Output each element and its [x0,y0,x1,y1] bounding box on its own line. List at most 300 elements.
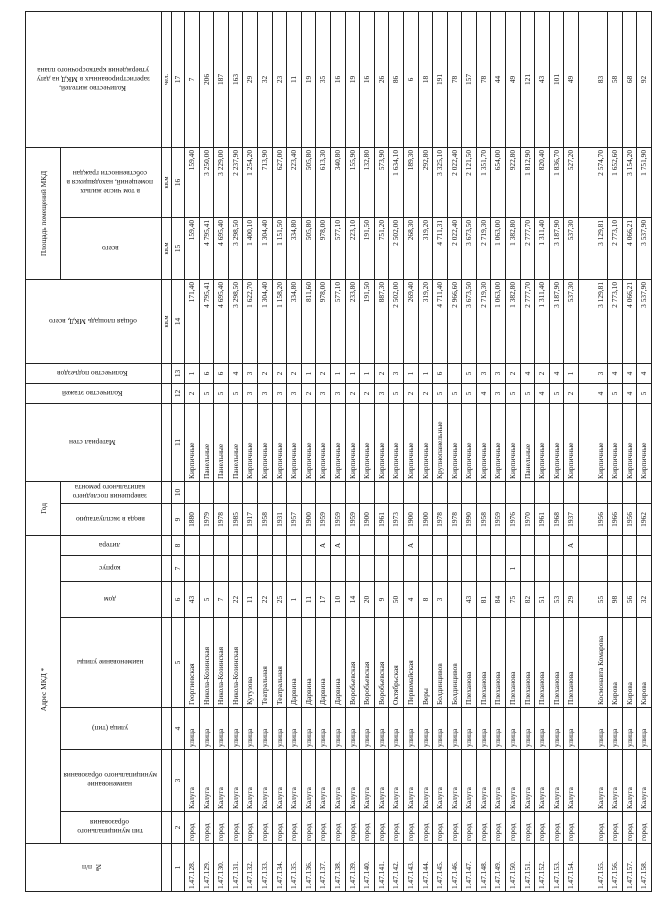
cell-house: 43 [462,582,477,618]
cell-street-type: улица [403,708,418,750]
cell-wall-material: Кирпичные [622,403,637,481]
cell-area-all: 2 502,00 [389,217,404,279]
cell-floors: 3 [243,383,258,403]
cell-floors: 3 [287,383,302,403]
cell-residents: 206 [199,11,214,147]
cell-wall-material: Кирпичные [564,403,579,481]
cell-wall-material: Крупнопанельные [433,403,448,481]
cell-house: 22 [228,582,243,618]
cell-korpus [374,556,389,582]
header-mo-type: тип муниципального образования [61,812,162,844]
cell-mo-type: город [389,812,404,844]
cell-area-all: 191,50 [360,217,375,279]
cell-floors: 2 [185,383,200,403]
col-number: 2 [172,812,185,844]
table-row [637,11,652,891]
cell-street-name: Плеханова [491,618,506,708]
cell-house: 29 [564,582,579,618]
cell-street-name: Дарвина [301,618,316,708]
cell-residents: 19 [345,11,360,147]
cell-area-private: 2 121,50 [462,147,477,217]
col-number: 3 [172,750,185,812]
cell-wall-material: Кирпичные [287,403,302,481]
cell-korpus [564,556,579,582]
cell-residents: 187 [214,11,229,147]
cell-wall-material: Панельные [228,403,243,481]
cell-year-repair [389,481,404,503]
table-row [345,11,360,891]
header-area-group: Площадь помещений МКД [26,147,61,279]
cell-street-type: улица [549,708,564,750]
table-row [403,11,418,891]
cell-street-name: Дарвина [287,618,302,708]
cell-entrances: 4 [228,363,243,383]
cell-mo-type: город [214,812,229,844]
cell-residents: 83 [579,11,608,147]
cell-street-name: Болдинцивов [447,618,462,708]
cell-area-private: 155,90 [345,147,360,217]
cell-street-name: Театральная [257,618,272,708]
table-row [243,11,258,891]
cell-korpus [287,556,302,582]
cell-year-repair [476,481,491,503]
cell-area-total: 269,40 [403,279,418,363]
cell-area-all: 1 382,80 [506,217,521,279]
cell-year-repair [228,481,243,503]
cell-area-total: 3 129,81 [579,279,608,363]
header-wall: Материал стен [26,403,162,481]
cell-year-repair [549,481,564,503]
cell-entrances: 1 [360,363,375,383]
cell-entrances: 5 [462,363,477,383]
col-number: 6 [172,582,185,618]
cell-korpus [549,556,564,582]
table-row [360,11,375,891]
cell-house: 11 [243,582,258,618]
cell-area-all: 537,30 [564,217,579,279]
cell-street-name: Кирова [622,618,637,708]
cell-mo-type: город [316,812,331,844]
cell-year-built: 1976 [506,503,521,535]
cell-mo-type: город [287,812,302,844]
cell-street-name: Космонавта Комарова [579,618,608,708]
header-street-name: наименование улицы [61,618,162,708]
cell-year-repair [608,481,623,503]
cell-wall-material: Кирпичные [579,403,608,481]
cell-mo-type: город [462,812,477,844]
header-year-group: Год [26,481,61,535]
table-row [549,11,564,891]
table-row [622,11,637,891]
table-row [257,11,272,891]
cell-street-name: Плеханова [506,618,521,708]
cell-litera: А [403,535,418,555]
cell-korpus [345,556,360,582]
cell-house: 82 [520,582,535,618]
col-number: 16 [172,147,185,217]
cell-year-repair [243,481,258,503]
cell-year-repair [330,481,345,503]
cell-street-type: улица [272,708,287,750]
cell-residents: 78 [447,11,462,147]
cell-litera [418,535,433,555]
cell-wall-material: Кирпичные [608,403,623,481]
cell-street-type: улица [287,708,302,750]
cell-area-total: 811,60 [301,279,316,363]
cell-wall-material: Кирпичные [360,403,375,481]
cell-street-name: Плеханова [564,618,579,708]
cell-area-total: 537,30 [564,279,579,363]
cell-wall-material: Кирпичные [374,403,389,481]
cell-row-number: 1.47.146. [447,844,462,892]
cell-street-type: улица [345,708,360,750]
col-number: 17 [172,11,185,147]
cell-year-repair [214,481,229,503]
cell-floors: 2 [418,383,433,403]
cell-residents: 86 [389,11,404,147]
cell-wall-material: Кирпичные [506,403,521,481]
cell-entrances: 6 [433,363,448,383]
cell-mo-type: город [622,812,637,844]
cell-house: 50 [389,582,404,618]
cell-row-number: 1.47.153. [549,844,564,892]
cell-house: 3 [433,582,448,618]
table-row [301,11,316,891]
cell-litera [345,535,360,555]
cell-house: 81 [476,582,491,618]
cell-area-private: 3 325,10 [433,147,448,217]
col-number: 14 [172,279,185,363]
cell-mo-type: город [228,812,243,844]
cell-korpus [462,556,477,582]
cell-wall-material: Кирпичные [345,403,360,481]
column-numbers-row [172,11,185,891]
header-entrances: Количество подъездов [26,363,162,383]
cell-row-number: 1.47.131. [228,844,243,892]
cell-area-all: 978,00 [316,217,331,279]
cell-house: 51 [535,582,550,618]
cell-mo-name: Калуга [301,750,316,812]
cell-area-all: 3 129,81 [579,217,608,279]
cell-entrances: 4 [549,363,564,383]
cell-area-all: 268,30 [403,217,418,279]
cell-year-repair [403,481,418,503]
cell-street-type: улица [185,708,200,750]
cell-area-total: 334,80 [287,279,302,363]
cell-area-all: 4 695,40 [214,217,229,279]
cell-mo-name: Калуга [506,750,521,812]
col-number: 13 [172,363,185,383]
cell-litera [476,535,491,555]
cell-house: 5 [199,582,214,618]
cell-area-total: 2 773,10 [608,279,623,363]
cell-litera [433,535,448,555]
cell-house: 8 [418,582,433,618]
cell-litera [549,535,564,555]
cell-row-number: 1.47.150. [506,844,521,892]
cell-mo-type: город [418,812,433,844]
col-number: 12 [172,383,185,403]
cell-entrances: 6 [199,363,214,383]
cell-area-all: 2 719,30 [476,217,491,279]
cell-row-number: 1.47.141. [374,844,389,892]
table-row [185,11,200,891]
cell-wall-material: Кирпичные [549,403,564,481]
cell-wall-material: Кирпичные [257,403,272,481]
cell-wall-material: Кирпичные [272,403,287,481]
cell-area-total: 1 622,70 [243,279,258,363]
cell-residents: 68 [622,11,637,147]
cell-residents: 32 [257,11,272,147]
cell-wall-material: Кирпичные [403,403,418,481]
cell-year-repair [360,481,375,503]
cell-row-number: 1.47.136. [301,844,316,892]
cell-mo-name: Калуга [403,750,418,812]
cell-area-private: 132,80 [360,147,375,217]
cell-house: 84 [491,582,506,618]
cell-korpus [228,556,243,582]
cell-floors: 3 [374,383,389,403]
cell-street-name: Плеханова [535,618,550,708]
cell-floors: 4 [535,383,550,403]
cell-house: 1 [287,582,302,618]
cell-mo-type: город [345,812,360,844]
cell-mo-type: город [272,812,287,844]
cell-street-type: улица [433,708,448,750]
cell-area-private: 2 022,40 [447,147,462,217]
cell-year-repair [622,481,637,503]
cell-year-built: 1973 [389,503,404,535]
cell-litera [608,535,623,555]
cell-year-built: 1990 [462,503,477,535]
cell-row-number: 1.47.142. [389,844,404,892]
cell-residents: 29 [243,11,258,147]
cell-wall-material: Кирпичные [462,403,477,481]
cell-floors: 5 [549,383,564,403]
cell-mo-name: Калуга [257,750,272,812]
cell-year-built: 1978 [433,503,448,535]
cell-street-type: улица [622,708,637,750]
cell-entrances: 2 [257,363,272,383]
cell-wall-material: Кирпичные [476,403,491,481]
cell-area-total: 191,50 [360,279,375,363]
cell-row-number: 1.47.158. [637,844,652,892]
cell-wall-material: Кирпичные [185,403,200,481]
cell-street-name: Георгиевская [185,618,200,708]
cell-residents: 49 [506,11,521,147]
cell-year-built: 1931 [272,503,287,535]
cell-area-total: 2 719,30 [476,279,491,363]
cell-floors: 3 [257,383,272,403]
header-year-built: ввода в эксплуатацию [61,503,162,535]
cell-year-built: 1937 [564,503,579,535]
cell-mo-name: Калуга [549,750,564,812]
table-row [447,11,462,891]
cell-area-total: 233,80 [345,279,360,363]
cell-area-total: 4 066,21 [622,279,637,363]
cell-mo-name: Калуга [418,750,433,812]
cell-area-total: 1 063,00 [491,279,506,363]
cell-year-repair [462,481,477,503]
cell-area-all: 2 773,10 [608,217,623,279]
cell-area-total: 2 777,70 [520,279,535,363]
cell-street-type: улица [257,708,272,750]
cell-area-all: 505,80 [301,217,316,279]
cell-year-repair [345,481,360,503]
cell-litera [360,535,375,555]
cell-floors: 5 [433,383,448,403]
cell-litera [447,535,462,555]
cell-house: 98 [608,582,623,618]
cell-mo-name: Калуга [491,750,506,812]
cell-korpus [360,556,375,582]
cell-mo-type: город [564,812,579,844]
header-litera: литера [61,535,162,555]
cell-litera: А [564,535,579,555]
cell-litera [462,535,477,555]
unit-residents: чел. [162,11,172,147]
cell-entrances [447,363,462,383]
cell-area-all: 1 304,40 [257,217,272,279]
cell-wall-material: Панельные [520,403,535,481]
cell-area-all: 577,10 [330,217,345,279]
cell-row-number: 1.47.155. [579,844,608,892]
cell-korpus [243,556,258,582]
cell-area-all: 223,10 [345,217,360,279]
cell-year-built: 1900 [403,503,418,535]
cell-area-all: 751,20 [374,217,389,279]
cell-street-type: улица [520,708,535,750]
cell-floors: 4 [579,383,608,403]
cell-entrances: 2 [374,363,389,383]
cell-year-repair [185,481,200,503]
table-row [491,11,506,891]
cell-row-number: 1.47.148. [476,844,491,892]
cell-year-built: 1966 [608,503,623,535]
cell-mo-type: город [520,812,535,844]
cell-area-private: 1 351,70 [476,147,491,217]
cell-residents: 191 [433,11,448,147]
cell-row-number: 1.47.128. [185,844,200,892]
cell-street-name: Кирова [608,618,623,708]
cell-street-name: Никола-Козинская [228,618,243,708]
cell-mo-name: Калуга [637,750,652,812]
cell-year-built: 1958 [476,503,491,535]
cell-row-number: 1.47.139. [345,844,360,892]
cell-wall-material: Кирпичные [316,403,331,481]
cell-floors: 5 [389,383,404,403]
cell-residents: 43 [535,11,550,147]
cell-floors: 5 [637,383,652,403]
cell-litera [506,535,521,555]
cell-street-name: Плеханова [476,618,491,708]
cell-area-total: 2 966,60 [447,279,462,363]
cell-litera [214,535,229,555]
cell-street-name: Октябрьская [389,618,404,708]
col-number: 10 [172,481,185,503]
cell-entrances: 2 [316,363,331,383]
cell-residents: 16 [360,11,375,147]
cell-area-all: 1 151,50 [272,217,287,279]
cell-residents: 19 [301,11,316,147]
cell-street-type: улица [476,708,491,750]
cell-year-repair [257,481,272,503]
cell-floors: 5 [608,383,623,403]
col-number: 1 [172,844,185,892]
cell-year-repair [520,481,535,503]
cell-floors: 4 [622,383,637,403]
cell-entrances: 4 [608,363,623,383]
cell-entrances: 1 [185,363,200,383]
cell-floors: 2 [345,383,360,403]
cell-area-all: 4 711,31 [433,217,448,279]
cell-year-repair [374,481,389,503]
cell-mo-name: Калуга [374,750,389,812]
cell-entrances: 1 [564,363,579,383]
cell-street-type: улица [214,708,229,750]
cell-area-private: 1 634,10 [389,147,404,217]
col-number: 5 [172,618,185,708]
cell-korpus [316,556,331,582]
cell-mo-name: Калуга [214,750,229,812]
cell-mo-name: Калуга [360,750,375,812]
table-row [608,11,623,891]
cell-area-all: 1 400,10 [243,217,258,279]
cell-year-built: 1900 [360,503,375,535]
cell-area-all: 1 063,00 [491,217,506,279]
cell-mo-name: Калуга [608,750,623,812]
cell-street-name: Плеханова [549,618,564,708]
cell-korpus [520,556,535,582]
cell-year-built: 1978 [447,503,462,535]
cell-floors: 2 [564,383,579,403]
cell-area-private: 340,80 [330,147,345,217]
cell-area-all: 3 187,90 [549,217,564,279]
cell-mo-type: город [374,812,389,844]
cell-korpus [637,556,652,582]
cell-korpus [403,556,418,582]
cell-floors: 5 [506,383,521,403]
cell-area-total: 3 673,50 [462,279,477,363]
cell-row-number: 1.47.156. [608,844,623,892]
cell-korpus [199,556,214,582]
cell-year-built: 1959 [491,503,506,535]
cell-area-all: 1 311,40 [535,217,550,279]
header-year-repair: завершения последнего капитального ремонта [61,481,162,503]
table-row [214,11,229,891]
cell-mo-type: город [579,812,608,844]
cell-street-type: улица [418,708,433,750]
cell-mo-name: Калуга [287,750,302,812]
cell-mo-type: город [506,812,521,844]
cell-street-type: улица [462,708,477,750]
cell-area-all: 334,80 [287,217,302,279]
cell-residents: 23 [272,11,287,147]
cell-area-total: 1 382,80 [506,279,521,363]
cell-area-private: 159,40 [185,147,200,217]
cell-area-total: 577,10 [330,279,345,363]
cell-year-repair [564,481,579,503]
cell-wall-material: Кирпичные [637,403,652,481]
cell-street-type: улица [491,708,506,750]
cell-house: 4 [403,582,418,618]
cell-row-number: 1.47.132. [243,844,258,892]
table-row [228,11,243,891]
cell-entrances: 3 [491,363,506,383]
cell-mo-name: Калуга [389,750,404,812]
cell-area-total: 4 795,41 [199,279,214,363]
cell-wall-material: Кирпичные [301,403,316,481]
